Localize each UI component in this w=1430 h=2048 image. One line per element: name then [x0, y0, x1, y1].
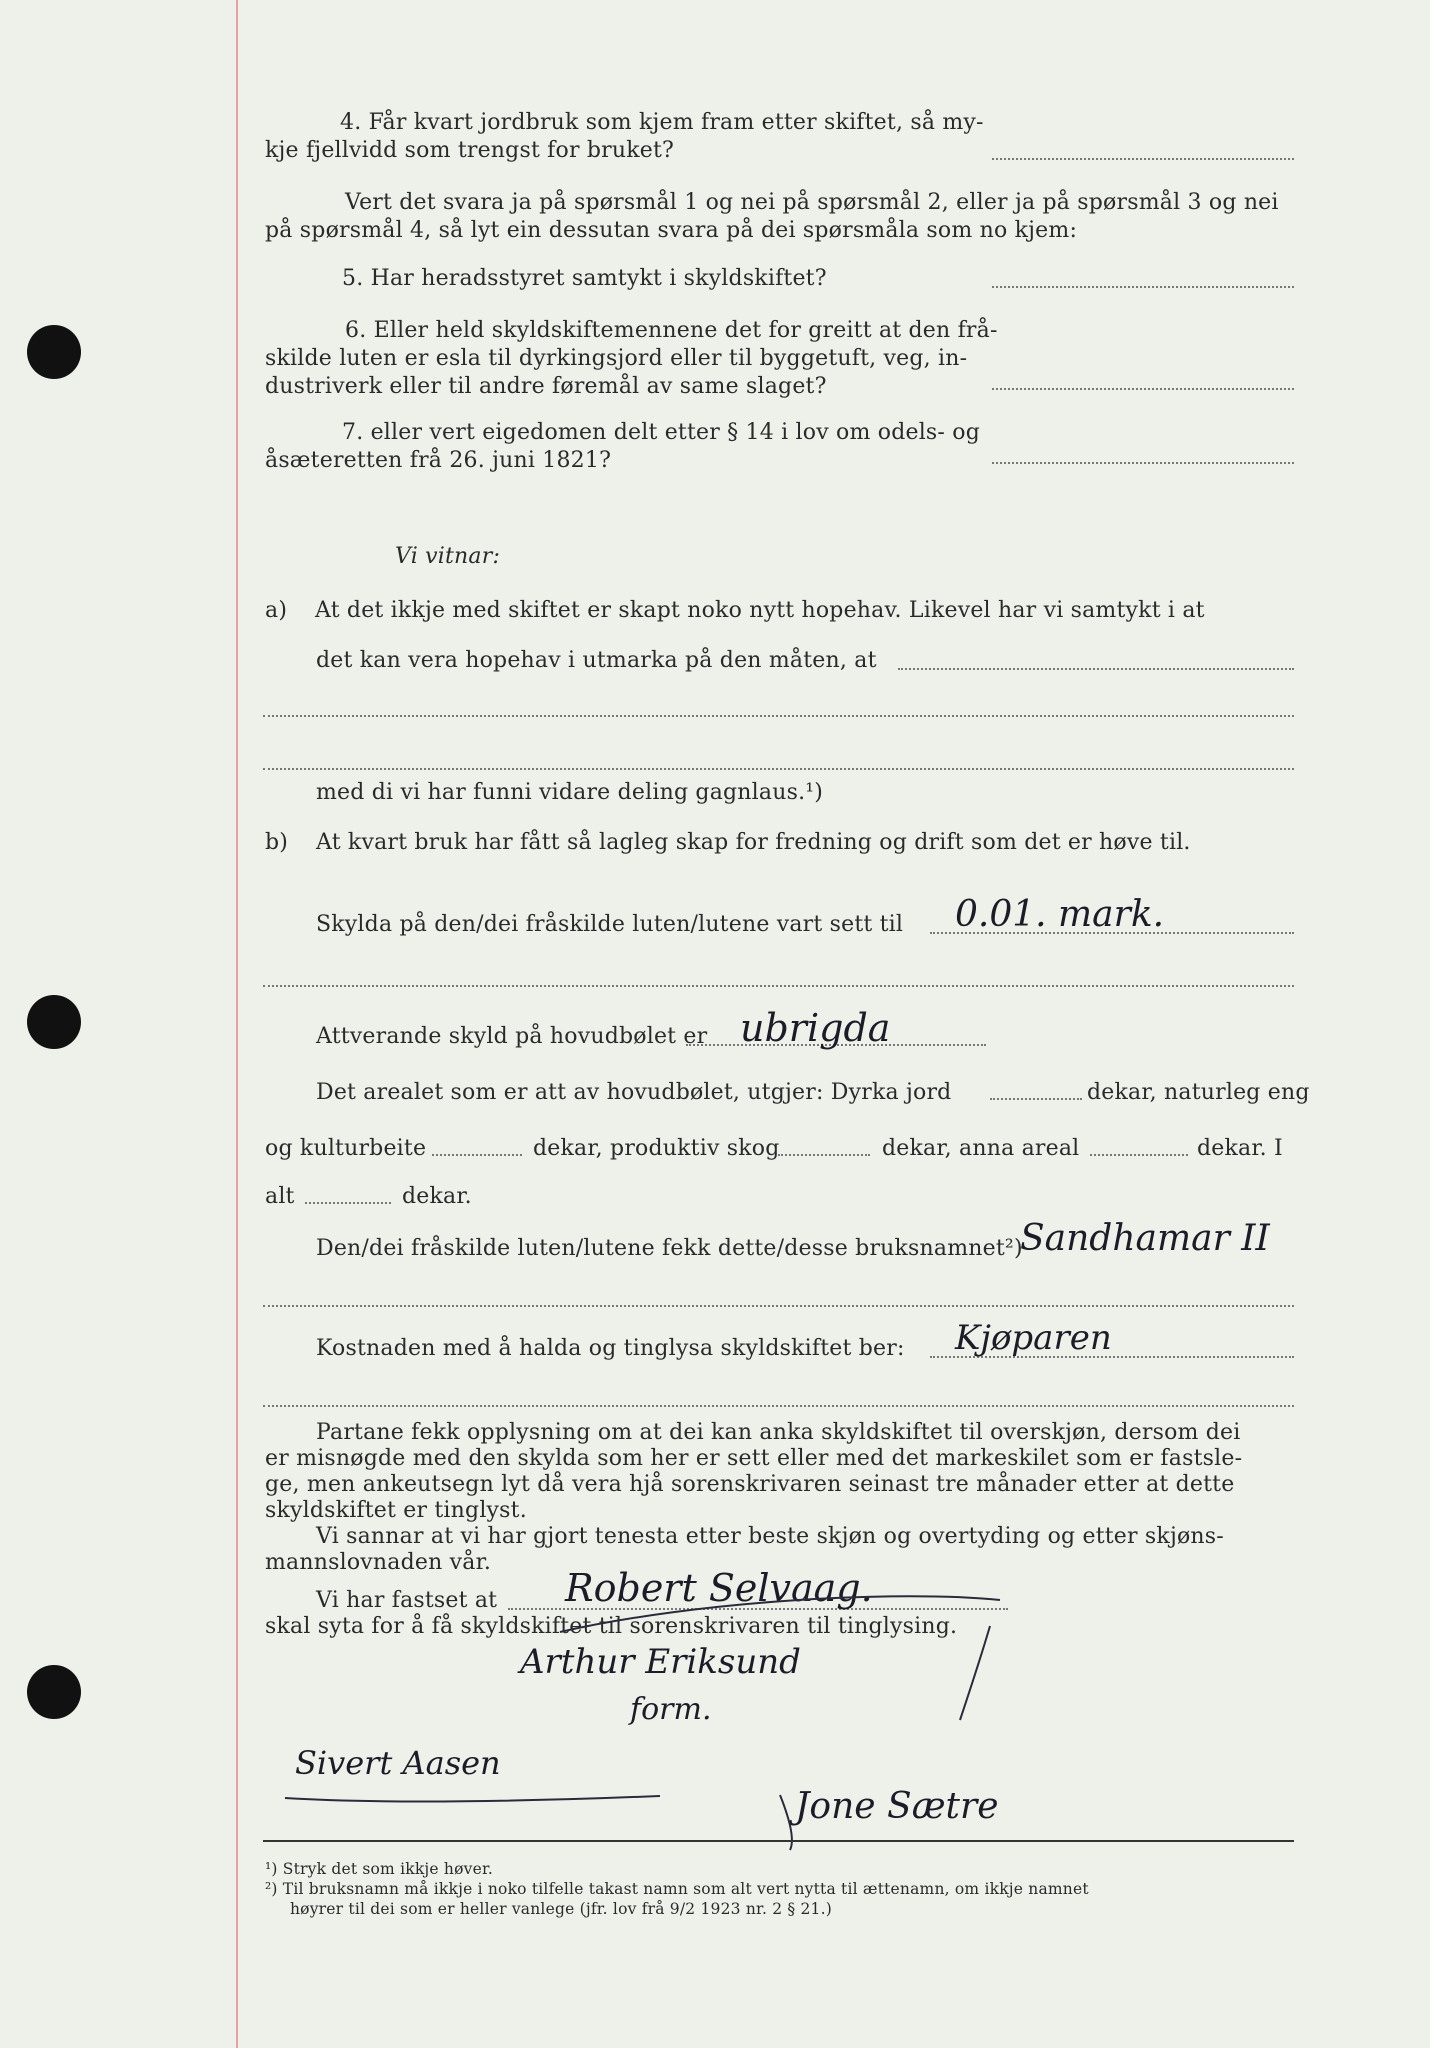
sannar-line1: Vi sannar at vi har gjort tenesta etter beste skjøn og overtyding og etter skjøns- [316, 1524, 1224, 1549]
attverande-label: Attverande skyld på hovudbølet er [316, 1024, 708, 1049]
q6-line1: 6. Eller held skyldskiftemennene det for greitt at den frå- [345, 318, 998, 343]
intro-line2: på spørsmål 4, så lyt ein dessutan svara på dei spørsmåla som no kjem: [265, 218, 1078, 243]
arealet-line2-a: og kulturbeite [265, 1136, 427, 1161]
q7-line2: åsæteretten frå 26. juni 1821? [265, 448, 612, 473]
a-line2: det kan vera hopehav i utmarka på den måten, at [316, 648, 877, 673]
partane-line1: Partane fekk opplysning om at dei kan anka skyldskiftet til overskjøn, dersom dei [316, 1420, 1241, 1445]
fastset-handwritten-value: Robert Selvaag. [565, 1566, 873, 1610]
fastset-line2: skal syta for å få skyldskiftet til sorenskrivaren til tinglysing. [265, 1614, 958, 1639]
a-marker: a) [265, 598, 288, 623]
q4-line1: 4. Får kvart jordbruk som kjem fram etter skiftet, så my- [340, 110, 984, 135]
footnote-1: ¹) Stryk det som ikkje høver. [265, 1860, 494, 1878]
arealet-line2-b: dekar, produktiv skog [533, 1136, 780, 1161]
partane-line3: ge, men ankeutsegn lyt då vera hjå sorenskrivaren seinast tre månader etter at dette [265, 1472, 1235, 1497]
arealet-line3-b: dekar. [402, 1184, 472, 1209]
signature-chair-title: form. [630, 1692, 712, 1727]
intro-line1: Vert det svara ja på spørsmål 1 og nei på spørsmål 2, eller ja på spørsmål 3 og nei [345, 190, 1279, 215]
kostnaden-label: Kostnaden med å halda og tinglysa skyldskiftet ber: [316, 1336, 905, 1361]
a-line1: At det ikkje med skiftet er skapt noko nytt hopehav. Likevel har vi samtykt i at [315, 598, 1205, 623]
vi-vitnar-heading: Vi vitnar: [395, 544, 501, 569]
partane-line2: er misnøgde med den skylda som her er sett eller med det markeskilet som er fastsle- [265, 1446, 1243, 1471]
kostnaden-handwritten-value: Kjøparen [955, 1318, 1112, 1358]
b-marker: b) [265, 830, 289, 855]
partane-line4: skyldskiftet er tinglyst. [265, 1498, 527, 1523]
q6-line2: skilde luten er esla til dyrkingsjord eller til byggetuft, veg, in- [265, 346, 968, 371]
arealet-line3-a: alt [265, 1184, 295, 1209]
footnote-2-line1: ²) Til bruksnamn må ikkje i noko tilfelle takast namn som alt vert nytta til ættenamn, om ikkje namnet [265, 1880, 1089, 1898]
signature-right: Jone Sætre [795, 1786, 999, 1827]
attverande-handwritten-value: ubrigda [740, 1006, 891, 1050]
signature-chair: Arthur Eriksund [520, 1642, 801, 1682]
arealet-line2-c: dekar, anna areal [882, 1136, 1080, 1161]
q6-line3: dustriverk eller til andre føremål av same slaget? [265, 374, 827, 399]
q7-line1: 7. eller vert eigedomen delt etter § 14 i lov om odels- og [342, 420, 980, 445]
footnote-2-line2: høyrer til dei som er heller vanlege (jfr. lov frå 9/2 1923 nr. 2 § 21.) [290, 1900, 832, 1918]
fastset-label: Vi har fastset at [316, 1588, 498, 1613]
footnote-divider [263, 1840, 1294, 1842]
q5-text: 5. Har heradsstyret samtykt i skyldskiftet? [342, 266, 827, 291]
q4-line2: kje fjellvidd som trengst for bruket? [265, 138, 675, 163]
b-line1: At kvart bruk har fått så lagleg skap for fredning og drift som det er høve til. [316, 830, 1191, 855]
arealet-line1-a: Det arealet som er att av hovudbølet, utgjer: Dyrka jord [316, 1080, 952, 1105]
bruksnamn-label: Den/dei fråskilde luten/lutene fekk dette/desse bruksnamnet²) [316, 1236, 1023, 1261]
sannar-line2: mannslovnaden vår. [265, 1550, 492, 1575]
arealet-line2-d: dekar. I [1197, 1136, 1283, 1161]
skylda-handwritten-value: 0.01. mark. [955, 894, 1165, 935]
skylda-label: Skylda på den/dei fråskilde luten/lutene vart sett til [316, 912, 904, 937]
arealet-line1-b: dekar, naturleg eng [1087, 1080, 1310, 1105]
signature-left: Sivert Aasen [295, 1744, 501, 1782]
bruksnamn-handwritten-value: Sandhamar II [1020, 1218, 1270, 1259]
a-line3: med di vi har funni vidare deling gagnlaus.¹) [316, 780, 824, 805]
